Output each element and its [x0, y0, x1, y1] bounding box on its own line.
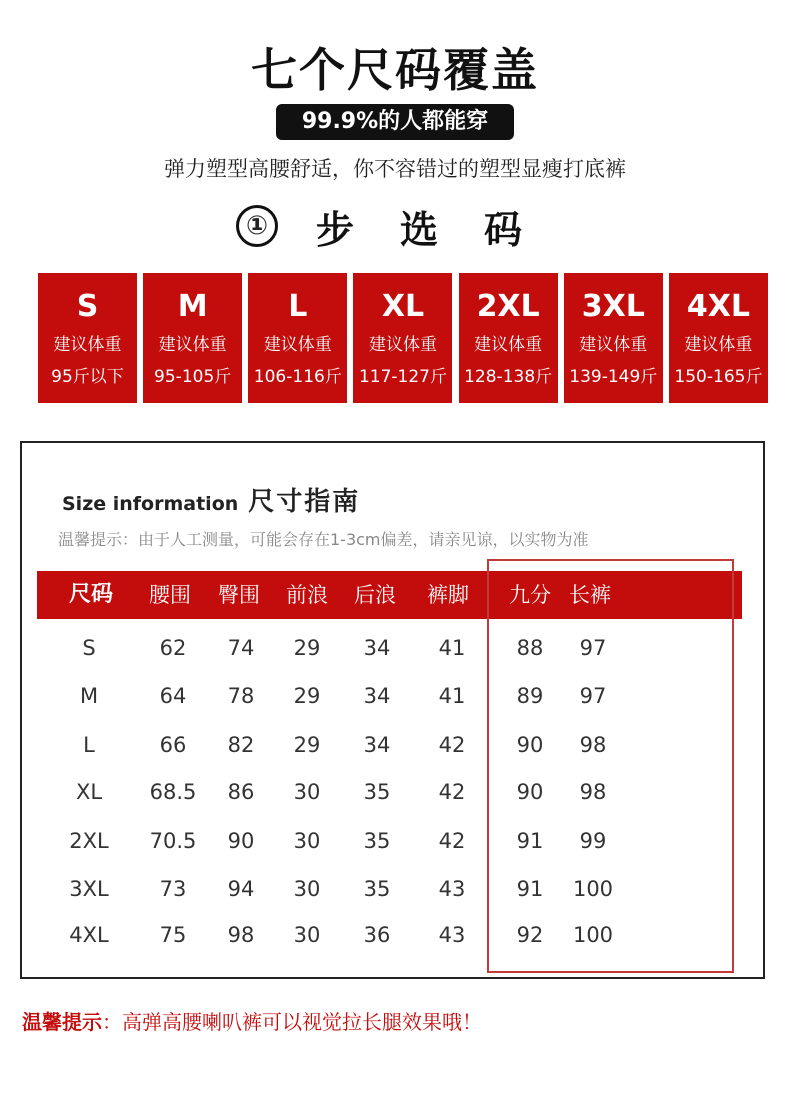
cell-waist: 68.5: [149, 780, 197, 804]
cell-hem: 41: [438, 684, 466, 708]
size-card-4xl: [669, 273, 768, 403]
cell-hem: 41: [438, 636, 466, 660]
size-guide-title-en: Size information: [62, 493, 239, 515]
cell-hip: 98: [227, 923, 255, 947]
cell-size: 4XL: [69, 923, 109, 947]
cell-full-length: 100: [572, 877, 614, 901]
product-subtitle: 弹力塑型高腰舒适，你不容错过的塑型显瘦打底裤: [164, 157, 626, 181]
cell-waist: 75: [159, 923, 187, 947]
size-guide-panel: [20, 441, 765, 979]
size-code: L: [288, 289, 308, 324]
cell-hem: 43: [438, 923, 466, 947]
cell-size: L: [83, 733, 95, 757]
cell-ninth-length: 90: [516, 733, 544, 757]
cell-back-rise: 36: [363, 923, 391, 947]
header-hem: 裤脚: [427, 583, 469, 607]
cell-full-length: 97: [579, 684, 607, 708]
cell-hip: 82: [227, 733, 255, 757]
cell-size: 2XL: [69, 829, 109, 853]
size-card-s: [38, 273, 137, 403]
size-guide-title-zh: 尺寸指南: [248, 487, 361, 517]
header-waist: 腰围: [149, 583, 191, 607]
size-weight-range: 128-138斤: [464, 367, 553, 387]
step-label: 步选码: [316, 207, 569, 252]
measurement-tip: 温馨提示：由于人工测量，可能会存在1-3cm偏差，请亲见谅，以实物为准: [58, 530, 589, 549]
cell-hip: 94: [227, 877, 255, 901]
cell-front-rise: 30: [293, 923, 321, 947]
size-label: 建议体重: [579, 335, 648, 355]
header-front-rise: 前浪: [286, 583, 328, 607]
size-card-l: [248, 273, 347, 403]
size-card-xl: [353, 273, 452, 403]
cell-hem: 43: [438, 877, 466, 901]
cell-front-rise: 29: [293, 733, 321, 757]
header-size: 尺码: [69, 582, 114, 607]
cell-hip: 86: [227, 780, 255, 804]
cell-waist: 64: [159, 684, 187, 708]
size-weight-range: 95-105斤: [154, 367, 232, 387]
footer-tip-head: 温馨提示: [22, 1010, 102, 1034]
size-table-header: [37, 571, 742, 619]
cell-size: S: [82, 636, 96, 660]
cell-back-rise: 34: [363, 636, 391, 660]
cell-hem: 42: [438, 829, 466, 853]
cell-ninth-length: 91: [516, 877, 544, 901]
cell-size: M: [79, 684, 99, 708]
table-row: [37, 672, 742, 720]
cell-size: 3XL: [69, 877, 109, 901]
cell-ninth-length: 91: [516, 829, 544, 853]
size-code: 2XL: [476, 289, 540, 324]
cell-size: XL: [75, 780, 103, 804]
size-card-m: [143, 273, 242, 403]
cell-full-length: 100: [572, 923, 614, 947]
size-weight-range: 95斤以下: [51, 367, 124, 387]
cell-waist: 70.5: [149, 829, 197, 853]
cell-ninth-length: 90: [516, 780, 544, 804]
table-row: [37, 721, 742, 769]
step-heading: [236, 200, 568, 252]
cell-hem: 42: [438, 780, 466, 804]
header-full-length: 长裤: [569, 583, 611, 607]
cell-full-length: 99: [579, 829, 607, 853]
footer-tip: [22, 1006, 482, 1035]
cell-hip: 78: [227, 684, 255, 708]
cell-front-rise: 30: [293, 877, 321, 901]
cell-full-length: 98: [579, 780, 607, 804]
cell-back-rise: 35: [363, 780, 391, 804]
table-row: [37, 865, 742, 913]
size-label: 建议体重: [684, 335, 753, 355]
table-row: [37, 911, 742, 959]
header-ninth-length: 九分: [509, 583, 551, 607]
cell-full-length: 98: [579, 733, 607, 757]
cell-full-length: 97: [579, 636, 607, 660]
cell-ninth-length: 89: [516, 684, 544, 708]
cell-hip: 74: [227, 636, 255, 660]
cell-front-rise: 30: [293, 829, 321, 853]
size-weight-range: 139-149斤: [569, 367, 658, 387]
cell-waist: 62: [159, 636, 187, 660]
size-label: 建议体重: [474, 335, 543, 355]
cell-front-rise: 29: [293, 636, 321, 660]
step-number: ①: [236, 205, 278, 247]
cell-back-rise: 34: [363, 733, 391, 757]
size-weight-range: 117-127斤: [358, 367, 447, 387]
cell-front-rise: 30: [293, 780, 321, 804]
cell-back-rise: 35: [363, 877, 391, 901]
page-title: 七个尺码覆盖: [251, 43, 539, 97]
size-code: XL: [381, 289, 425, 324]
table-row: [37, 817, 742, 865]
footer-tip-body: ：高弹高腰喇叭裤可以视觉拉长腿效果哦！: [102, 1010, 482, 1034]
size-guide-title: [62, 481, 360, 518]
cell-waist: 66: [159, 733, 187, 757]
size-label: 建议体重: [158, 335, 227, 355]
size-label: 建议体重: [53, 335, 122, 355]
size-weight-range: 150-165斤: [674, 367, 763, 387]
size-card-2xl: [459, 273, 558, 403]
cell-ninth-length: 92: [516, 923, 544, 947]
header-back-rise: 后浪: [354, 583, 396, 607]
cell-ninth-length: 88: [516, 636, 544, 660]
table-row: [37, 624, 742, 672]
size-code: S: [76, 289, 99, 324]
cell-front-rise: 29: [293, 684, 321, 708]
size-label: 建议体重: [263, 335, 332, 355]
size-code: M: [177, 289, 208, 324]
cell-back-rise: 35: [363, 829, 391, 853]
size-card-3xl: [564, 273, 663, 403]
table-row: [37, 768, 742, 816]
size-weight-range: 106-116斤: [253, 367, 342, 387]
cell-back-rise: 34: [363, 684, 391, 708]
size-label: 建议体重: [368, 335, 437, 355]
size-code: 3XL: [581, 289, 645, 324]
cell-hem: 42: [438, 733, 466, 757]
cell-hip: 90: [227, 829, 255, 853]
header-hip: 臀围: [218, 583, 260, 607]
size-code: 4XL: [686, 289, 750, 324]
coverage-badge: 99.9%的人都能穿: [276, 104, 514, 140]
cell-waist: 73: [159, 877, 187, 901]
size-cards: [38, 273, 768, 403]
